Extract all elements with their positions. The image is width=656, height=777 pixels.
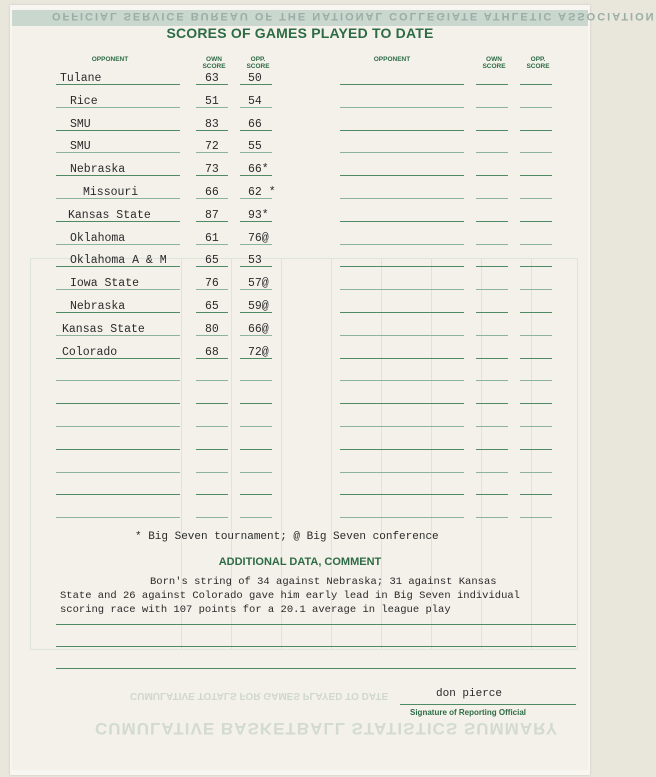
signature-label: Signature of Reporting Official bbox=[410, 708, 527, 717]
opponent-cell: Nebraska bbox=[70, 163, 126, 176]
row-rule bbox=[520, 130, 552, 131]
opp-score-cell: 62 * bbox=[248, 186, 276, 199]
header-band-text: OFFICIAL SERVICE BUREAU OF THE NATIONAL COLLEGIATE ATHLETIC ASSOCIATION bbox=[52, 10, 656, 22]
row-rule bbox=[520, 289, 552, 290]
row-rule bbox=[196, 517, 228, 518]
row-rule bbox=[56, 380, 180, 381]
own-score-cell: 51 bbox=[205, 95, 219, 108]
row-rule bbox=[476, 380, 508, 381]
row-rule bbox=[520, 312, 552, 313]
row-rule bbox=[476, 426, 508, 427]
row-rule bbox=[196, 449, 228, 450]
row-rule bbox=[520, 221, 552, 222]
row-rule bbox=[340, 449, 464, 450]
row-rule bbox=[340, 289, 464, 290]
row-rule bbox=[340, 517, 464, 518]
own-score-cell: 66 bbox=[205, 186, 219, 199]
opponent-cell: Tulane bbox=[60, 72, 102, 85]
row-rule bbox=[196, 403, 228, 404]
row-rule bbox=[340, 198, 464, 199]
row-rule bbox=[340, 175, 464, 176]
own-score-header-left: OWN SCORE bbox=[202, 56, 226, 70]
opponent-cell: Kansas State bbox=[62, 323, 145, 336]
row-rule bbox=[476, 335, 508, 336]
own-score-cell: 63 bbox=[205, 72, 219, 85]
opponent-cell: Kansas State bbox=[68, 209, 151, 222]
row-rule bbox=[340, 472, 464, 473]
header-band bbox=[12, 10, 656, 26]
own-score-cell: 83 bbox=[205, 118, 219, 131]
row-rule bbox=[476, 266, 508, 267]
comment-line-1: Born's string of 34 against Nebraska; 31 against Kansas bbox=[150, 576, 497, 588]
own-score-cell: 76 bbox=[205, 277, 219, 290]
row-rule bbox=[476, 244, 508, 245]
row-rule bbox=[476, 494, 508, 495]
row-rule bbox=[240, 426, 272, 427]
opponent-header-left: OPPONENT bbox=[91, 56, 129, 63]
row-rule bbox=[56, 449, 180, 450]
row-rule bbox=[520, 266, 552, 267]
opp-score-cell: 55 bbox=[248, 140, 262, 153]
own-score-cell: 72 bbox=[205, 140, 219, 153]
opp-score-cell: 57@ bbox=[248, 277, 269, 290]
row-rule bbox=[520, 335, 552, 336]
row-rule bbox=[476, 198, 508, 199]
row-rule bbox=[56, 403, 180, 404]
row-rule bbox=[340, 107, 464, 108]
opp-score-header-right: OPP. SCORE bbox=[526, 56, 550, 70]
row-rule bbox=[340, 266, 464, 267]
row-rule bbox=[240, 494, 272, 495]
own-score-cell: 73 bbox=[205, 163, 219, 176]
opponent-cell: Oklahoma A & M bbox=[70, 254, 167, 267]
comment-rule-1 bbox=[56, 624, 576, 625]
row-rule bbox=[196, 380, 228, 381]
own-score-cell: 80 bbox=[205, 323, 219, 336]
row-rule bbox=[476, 130, 508, 131]
row-rule bbox=[340, 312, 464, 313]
row-rule bbox=[476, 449, 508, 450]
row-rule bbox=[476, 152, 508, 153]
comment-rule-2 bbox=[56, 646, 576, 647]
own-score-cell: 87 bbox=[205, 209, 219, 222]
row-rule bbox=[520, 175, 552, 176]
signature-name: don pierce bbox=[436, 688, 503, 700]
row-rule bbox=[520, 107, 552, 108]
additional-data-heading: ADDITIONAL DATA, COMMENT bbox=[218, 556, 382, 568]
row-rule bbox=[520, 494, 552, 495]
opponent-cell: Rice bbox=[70, 95, 98, 108]
row-rule bbox=[520, 449, 552, 450]
row-rule bbox=[240, 403, 272, 404]
row-rule bbox=[520, 198, 552, 199]
row-rule bbox=[476, 84, 508, 85]
ghost-bottom-title: CUMULATIVE BASKETBALL STATISTICS SUMMARY bbox=[95, 719, 559, 738]
row-rule bbox=[340, 244, 464, 245]
row-rule bbox=[340, 380, 464, 381]
row-rule bbox=[340, 84, 464, 85]
row-rule bbox=[240, 380, 272, 381]
row-rule bbox=[340, 494, 464, 495]
row-rule bbox=[340, 426, 464, 427]
row-rule bbox=[520, 244, 552, 245]
row-rule bbox=[240, 517, 272, 518]
opp-score-cell: 54 bbox=[248, 95, 262, 108]
opp-score-cell: 76@ bbox=[248, 232, 269, 245]
opponent-cell: SMU bbox=[70, 118, 91, 131]
row-rule bbox=[476, 312, 508, 313]
ghost-subtitle: CUMULATIVE TOTALS FOR GAMES PLAYED TO DATE bbox=[130, 690, 389, 701]
row-rule bbox=[476, 175, 508, 176]
opponent-header-right: OPPONENT bbox=[373, 56, 411, 63]
row-rule bbox=[340, 403, 464, 404]
row-rule bbox=[520, 517, 552, 518]
row-rule bbox=[476, 517, 508, 518]
row-rule bbox=[520, 472, 552, 473]
opp-score-cell: 93* bbox=[248, 209, 269, 222]
row-rule bbox=[520, 426, 552, 427]
row-rule bbox=[240, 449, 272, 450]
comment-line-2: State and 26 against Colorado gave him early lead in Big Seven individual bbox=[60, 590, 520, 602]
row-rule bbox=[340, 358, 464, 359]
opp-score-cell: 66 bbox=[248, 118, 262, 131]
row-rule bbox=[476, 403, 508, 404]
row-rule bbox=[476, 289, 508, 290]
own-score-cell: 65 bbox=[205, 300, 219, 313]
opp-score-cell: 59@ bbox=[248, 300, 269, 313]
opp-score-header-left: OPP. SCORE bbox=[246, 56, 270, 70]
row-rule bbox=[196, 426, 228, 427]
own-score-cell: 61 bbox=[205, 232, 219, 245]
signature-line bbox=[400, 704, 576, 705]
own-score-cell: 68 bbox=[205, 346, 219, 359]
opp-score-cell: 66@ bbox=[248, 323, 269, 336]
row-rule bbox=[340, 221, 464, 222]
row-rule bbox=[520, 84, 552, 85]
row-rule bbox=[340, 130, 464, 131]
comment-rule-3 bbox=[56, 668, 576, 669]
row-rule bbox=[520, 358, 552, 359]
opponent-cell: Colorado bbox=[62, 346, 118, 359]
row-rule bbox=[56, 426, 180, 427]
row-rule bbox=[476, 107, 508, 108]
opponent-cell: Iowa State bbox=[70, 277, 140, 290]
row-rule bbox=[240, 472, 272, 473]
row-rule bbox=[520, 152, 552, 153]
own-score-header-right: OWN SCORE bbox=[482, 56, 506, 70]
opp-score-cell: 66* bbox=[248, 163, 269, 176]
page-title: SCORES OF GAMES PLAYED TO DATE bbox=[166, 25, 434, 41]
row-rule bbox=[520, 380, 552, 381]
row-rule bbox=[520, 403, 552, 404]
row-rule bbox=[476, 472, 508, 473]
row-rule bbox=[56, 494, 180, 495]
row-rule bbox=[340, 335, 464, 336]
own-score-cell: 65 bbox=[205, 254, 219, 267]
opp-score-cell: 50 bbox=[248, 72, 262, 85]
row-rule bbox=[476, 221, 508, 222]
footnote: * Big Seven tournament; @ Big Seven conference bbox=[135, 531, 439, 543]
comment-line-3: scoring race with 107 points for a 20.1 average in league play bbox=[60, 604, 451, 616]
row-rule bbox=[56, 472, 180, 473]
row-rule bbox=[476, 358, 508, 359]
opponent-cell: Oklahoma bbox=[70, 232, 126, 245]
row-rule bbox=[196, 472, 228, 473]
row-rule bbox=[56, 517, 180, 518]
row-rule bbox=[196, 494, 228, 495]
opp-score-cell: 53 bbox=[248, 254, 262, 267]
opponent-cell: Missouri bbox=[83, 186, 139, 199]
opponent-cell: SMU bbox=[70, 140, 91, 153]
row-rule bbox=[340, 152, 464, 153]
opponent-cell: Nebraska bbox=[70, 300, 126, 313]
opp-score-cell: 72@ bbox=[248, 346, 269, 359]
